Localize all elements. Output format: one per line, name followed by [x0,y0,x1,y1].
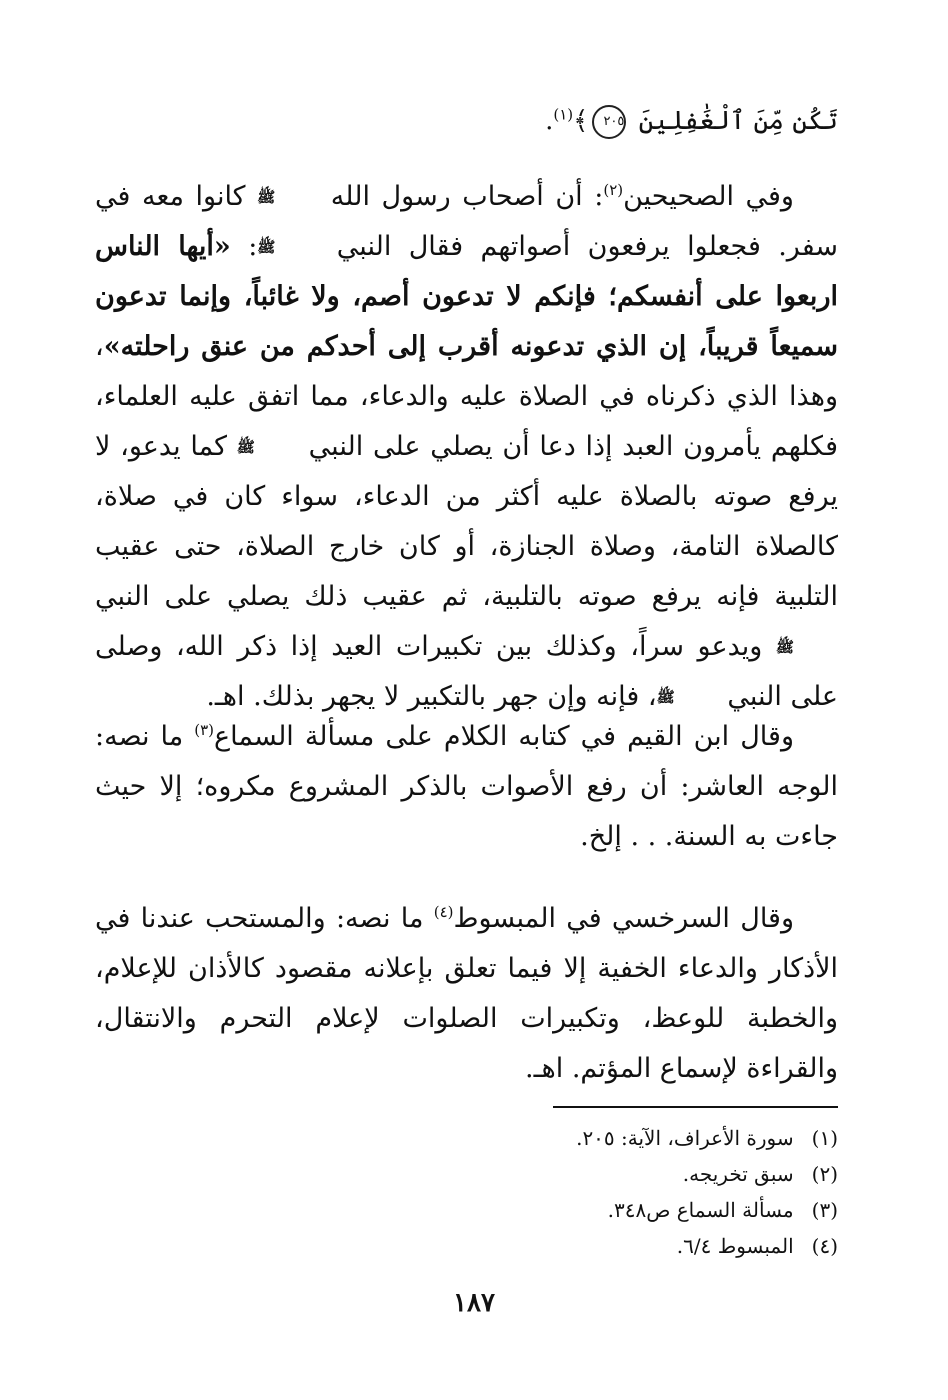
footnote-text: مسألة السماع ص٣٤٨. [607,1198,794,1222]
page-number: ١٨٧ [453,1288,495,1318]
salla-icon: ﷺ [775,638,794,656]
p3-text-b: ما نصه: والمستحب عندنا في الأذكار والدعاء الخفية إلا فيما تعلق بإعلانه مقصود كالأذان للإعلام، والخطبة للوعظ، وتكبيرات الصلوات لإعلام التحرم والانتقال، والقراءة لإسماع المؤتم. اهـ. [95,903,838,1084]
verse-close-bracket: ﴾ [573,106,589,136]
footnote-number: (١) [811,1126,838,1150]
paragraph-ibn-qayyim [95,712,838,862]
footnote-ref-4: (٤) [433,903,454,921]
footnote-ref-3: (٣) [194,721,215,739]
paragraph-sarakhsi [95,894,838,1094]
salla-icon: ﷺ [656,688,675,706]
p1-text-f: كما يدعو، لا يرفع صوته بالصلاة عليه أكثر من الدعاء، سواء كان في صلاة، كالصلاة التامة، وصلاة الجنازة، أو كان خارج الصلاة، حتى عقيب التلبية فإنه يرفع صوته بالتلبية، ثم عقيب ذلك يصلي على النبي [95,431,838,612]
p1-text-g: ويدعو سراً، وكذلك بين تكبيرات العيد إذا ذكر الله، وصلى على النبي [95,631,838,712]
footnote-divider [553,1106,838,1108]
p1-text-b: : أن أصحاب رسول الله [330,181,604,212]
p1-text-e: ، وهذا الذي ذكرناه في الصلاة عليه والدعاء، مما اتفق عليه العلماء، فكلهم يأمرون العبد إذا دعا أن يصلي على النبي [95,331,838,462]
footnote-ref-2: (٢) [603,181,624,199]
paragraph-3 [95,894,838,1094]
salla-icon: ﷺ [257,238,276,256]
verse-line [95,96,838,146]
footnote-ref-1: (١) [553,105,574,124]
salla-icon: ﷺ [257,188,276,206]
footnote-item [418,1120,838,1156]
salla-icon: ﷺ [236,438,255,456]
footnote-text: المبسوط ٦/٤. [676,1234,794,1258]
p1-text-h: ، فإنه وإن جهر بالتكبير لا يجهر بذلك. اهـ. [206,681,657,712]
p1-text-c: كانوا معه في سفر. فجعلوا يرفعون أصواتهم فقال النبي [95,181,838,262]
footnote-number: (٣) [811,1198,838,1222]
p3-text-a: وقال السرخسي في المبسوط [453,903,794,934]
footnote-number: (٤) [811,1234,838,1258]
footnote-item [418,1192,838,1228]
footnote-number: (٢) [811,1162,838,1186]
quran-verse [95,96,838,146]
footnote-item [418,1156,838,1192]
footnote-item [418,1228,838,1264]
p2-text-b: ما نصه: الوجه العاشر: أن رفع الأصوات بالذكر المشروع مكروه؛ إلا حيث جاءت به السنة. . . إلخ. [95,721,838,852]
footnote-text: سبق تخريجه. [682,1162,794,1186]
footnote-text: سورة الأعراف، الآية: ٢٠٥. [576,1126,794,1150]
p1-text-d: : [248,231,258,262]
verse-text: تَكُن مِّنَ ٱلْغَٰفِلِينَ [638,106,838,136]
ayah-number-icon: ٢٠٥ [592,105,626,139]
hadith-quote: «أيها الناس اربعوا على أنفسكم؛ فإنكم لا تدعون أصم، ولا غائباً، وإنما تدعون سميعاً قريباً، إن الذي تدعونه أقرب إلى أحدكم من عنق راحلته» [95,231,838,362]
p1-text-a: وفي الصحيحين [623,181,794,212]
footnotes-list [418,1120,838,1264]
verse-end: . [545,106,554,136]
paragraph-1 [95,172,838,722]
p2-text-a: وقال ابن القيم في كتابه الكلام على مسألة السماع [214,721,794,752]
paragraph-sahihain [95,172,838,722]
paragraph-2 [95,712,838,862]
